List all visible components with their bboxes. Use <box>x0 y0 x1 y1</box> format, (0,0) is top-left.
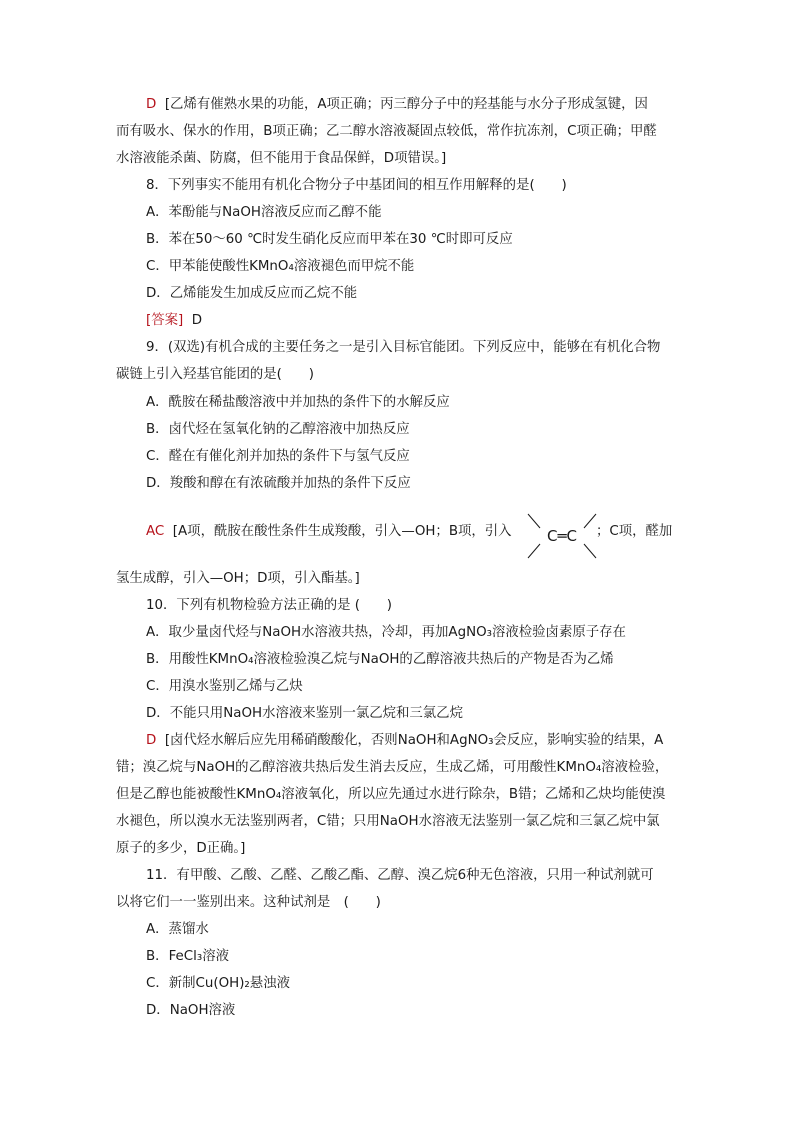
q7-explanation-line-3: 水溶液能杀菌、防腐，但不能用于食品保鲜，D项错误。] <box>116 151 447 166</box>
q11-stem-line-1: 11．有甲酸、乙酸、乙醛、乙酸乙酯、乙醇、溴乙烷6种无色溶液，只用一种试剂就可 <box>146 868 654 883</box>
q8-option-c: C．甲苯能使酸性KMnO₄溶液褪色而甲烷不能 <box>146 259 415 274</box>
q10-option-b: B．用酸性KMnO₄溶液检验溴乙烷与NaOH的乙醇溶液共热后的产物是否为乙烯 <box>146 652 614 667</box>
q9-option-a: A．酰胺在稀盐酸溶液中并加热的条件下的水解反应 <box>146 395 450 410</box>
carbon-double-bond-structure <box>524 512 600 560</box>
q10-stem: 10．下列有机物检验方法正确的是 ( ) <box>146 598 392 613</box>
q8-option-d: D．乙烯能发生加成反应而乙烷不能 <box>146 286 358 301</box>
q10-explanation-line-5: 原子的多少，D正确。] <box>116 841 246 856</box>
q11-stem-line-2: 以将它们一一鉴别出来。这种试剂是 ( ) <box>116 895 381 910</box>
q10-option-a: A．取少量卤代烃与NaOH水溶液共热，冷却，再加AgNO₃溶液检验卤素原子存在 <box>146 625 626 640</box>
q9-explanation-line-1b: ；C项，醛加 <box>596 524 673 539</box>
q9-option-c: C．醛在有催化剂并加热的条件下与氢气反应 <box>146 449 410 464</box>
q10-explanation-line-3: 但是乙醇也能被酸性KMnO₄溶液氧化，所以应先通过水进行除杂，B错；乙烯和乙炔均能使溴 <box>116 787 666 802</box>
q8-option-a: A．苯酚能与NaOH溶液反应而乙醇不能 <box>146 205 382 220</box>
q9-answer-letter: AC <box>146 524 165 539</box>
double-bond-label: C═C <box>547 527 577 545</box>
q7-explanation-line-2: 而有吸水、保水的作用，B项正确；乙二醇水溶液凝固点较低，常作抗冻剂，C项正确；甲醛 <box>116 124 657 139</box>
q9-explanation-line-2: 氢生成醇，引入—OH；D项，引入酯基。] <box>116 571 360 586</box>
q10-explanation-line-2: 错；溴乙烷与NaOH的乙醇溶液共热后发生消去反应，生成乙烯，可用酸性KMnO₄溶液检验， <box>116 760 669 775</box>
q8-answer-value: D <box>191 313 203 328</box>
q10-explanation-line-4: 水褪色，所以溴水无法鉴别两者，C错；只用NaOH水溶液无法鉴别一氯乙烷和三氯乙烷中氯 <box>116 814 660 829</box>
q9-stem-line-1: 9．(双选)有机合成的主要任务之一是引入目标官能团。下列反应中，能够在有机化合物 <box>146 340 661 355</box>
q10-option-c: C．用溴水鉴别乙烯与乙炔 <box>146 679 303 694</box>
q9-option-d: D．羧酸和醇在有浓硫酸并加热的条件下反应 <box>146 476 411 491</box>
q8-option-b: B．苯在50～60 ℃时发生硝化反应而甲苯在30 ℃时即可反应 <box>146 232 513 247</box>
q9-explanation-line-1a: AC [A项，酰胺在酸性条件生成羧酸，引入—OH；B项，引入 <box>146 524 512 539</box>
q10-explanation-line-1: D [卤代烃水解后应先用稀硝酸酸化，否则NaOH和AgNO₃会反应，影响实验的结果，A <box>146 733 664 748</box>
q10-answer-letter: D <box>146 733 157 748</box>
q9-stem-line-2: 碳链上引入羟基官能团的是( ) <box>116 367 314 382</box>
answer-tag: [答案] <box>146 313 184 328</box>
q11-option-a: A．蒸馏水 <box>146 922 209 937</box>
q11-option-b: B．FeCl₃溶液 <box>146 949 230 964</box>
q9-option-b: B．卤代烃在氢氧化钠的乙醇溶液中加热反应 <box>146 422 410 437</box>
q11-option-c: C．新制Cu(OH)₂悬浊液 <box>146 976 290 991</box>
q8-answer <box>146 311 202 331</box>
q11-option-d: D．NaOH溶液 <box>146 1003 236 1018</box>
q7-answer-letter: D <box>146 97 157 112</box>
q7-explanation-line-1: D [乙烯有催熟水果的功能，A项正确；丙三醇分子中的羟基能与水分子形成氢键，因 <box>146 97 648 112</box>
q10-option-d: D．不能只用NaOH水溶液来鉴别一氯乙烷和三氯乙烷 <box>146 706 463 721</box>
q8-stem: 8．下列事实不能用有机化合物分子中基团间的相互作用解释的是( ) <box>146 178 567 193</box>
